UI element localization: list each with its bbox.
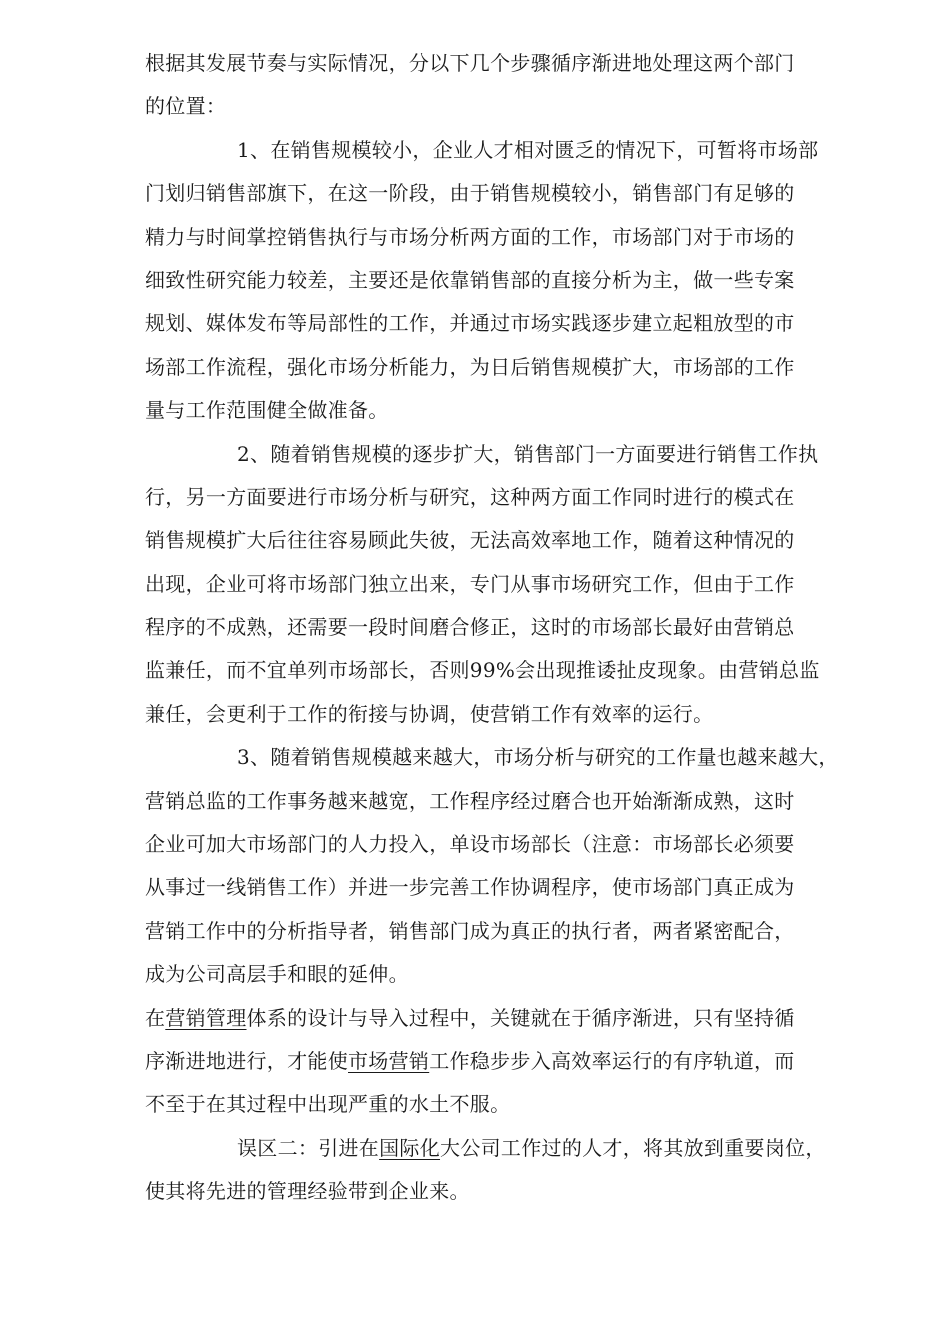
point2-line-7: 兼任，会更利于工作的衔接与协调，使营销工作有效率的运行。 (145, 701, 714, 726)
point1-line-4: 细致性研究能力较差，主要还是依靠销售部的直接分析为主，做一些专案 (145, 267, 795, 292)
summary-line-2-post: 工作稳步步入高效率运行的有序轨道，而 (429, 1048, 795, 1073)
point2-line-5: 程序的不成熟，还需要一段时间磨合修正，这时的市场部长最好由营销总 (145, 615, 795, 640)
point1-line-2: 门划归销售部旗下，在这一阶段，由于销售规模较小，销售部门有足够的 (145, 181, 795, 206)
point3-line-2: 营销总监的工作事务越来越宽，工作程序经过磨合也开始渐渐成熟，这时 (145, 788, 795, 813)
summary-line-1-post: 体系的设计与导入过程中，关键就在于循序渐进，只有坚持循 (246, 1005, 795, 1030)
point1-line-6: 场部工作流程，强化市场分析能力，为日后销售规模扩大，市场部的工作 (145, 354, 795, 379)
intro-line-2: 的位置： (145, 94, 227, 119)
myth2-line-1-pre: 误区二：引进在 (237, 1135, 380, 1160)
summary-line-1-pre: 在 (145, 1005, 166, 1030)
point2-line-6: 监兼任，而不宜单列市场部长，否则99%会出现推诿扯皮现象。由营销总监 (145, 658, 820, 683)
point2-line-4: 出现，企业可将市场部门独立出来，专门从事市场研究工作，但由于工作 (145, 571, 795, 596)
link-internationalization[interactable]: 国际化 (379, 1135, 441, 1160)
summary-line-2-pre: 序渐进地进行，才能使 (145, 1048, 348, 1073)
summary-line-2 (145, 1040, 890, 1083)
point2-line-1: 2、随着销售规模的逐步扩大，销售部门一方面要进行销售工作执 (237, 441, 819, 466)
myth2-line-2: 使其将先进的管理经验带到企业来。 (145, 1179, 470, 1204)
point1-line-1: 1、在销售规模较小，企业人才相对匮乏的情况下，可暂将市场部 (237, 137, 819, 162)
point2-line-2: 行，另一方面要进行市场分析与研究，这种两方面工作同时进行的模式在 (145, 484, 795, 509)
point3-line-1: 3、随着销售规模越来越大，市场分析与研究的工作量也越来越大， (237, 745, 839, 770)
point1-line-5: 规划、媒体发布等局部性的工作，并通过市场实践逐步建立起粗放型的市 (145, 311, 795, 336)
myth2-line-1 (145, 1127, 890, 1170)
document-body (145, 42, 890, 1214)
summary-line-3: 不至于在其过程中出现严重的水土不服。 (145, 1092, 511, 1117)
point3-line-4: 从事过一线销售工作）并进一步完善工作协调程序，使市场部门真正成为 (145, 875, 795, 900)
summary-line-1 (145, 997, 890, 1040)
myth2-line-1-post: 大公司工作过的人才，将其放到重要岗位， (440, 1135, 826, 1160)
link-marketing-management[interactable]: 营销管理 (165, 1005, 247, 1030)
link-marketing[interactable]: 市场营销 (348, 1048, 430, 1073)
point3-line-6: 成为公司高层手和眼的延伸。 (145, 962, 409, 987)
point1-line-7: 量与工作范围健全做准备。 (145, 398, 389, 423)
point2-line-3: 销售规模扩大后往往容易顾此失彼，无法高效率地工作，随着这种情况的 (145, 528, 795, 553)
point3-line-3: 企业可加大市场部门的人力投入，单设市场部长（注意：市场部长必须要 (145, 832, 795, 857)
point1-line-3: 精力与时间掌控销售执行与市场分析两方面的工作，市场部门对于市场的 (145, 224, 795, 249)
intro-line-1: 根据其发展节奏与实际情况，分以下几个步骤循序渐进地处理这两个部门 (145, 51, 795, 75)
point3-line-5: 营销工作中的分析指导者，销售部门成为真正的执行者，两者紧密配合， (145, 918, 795, 943)
